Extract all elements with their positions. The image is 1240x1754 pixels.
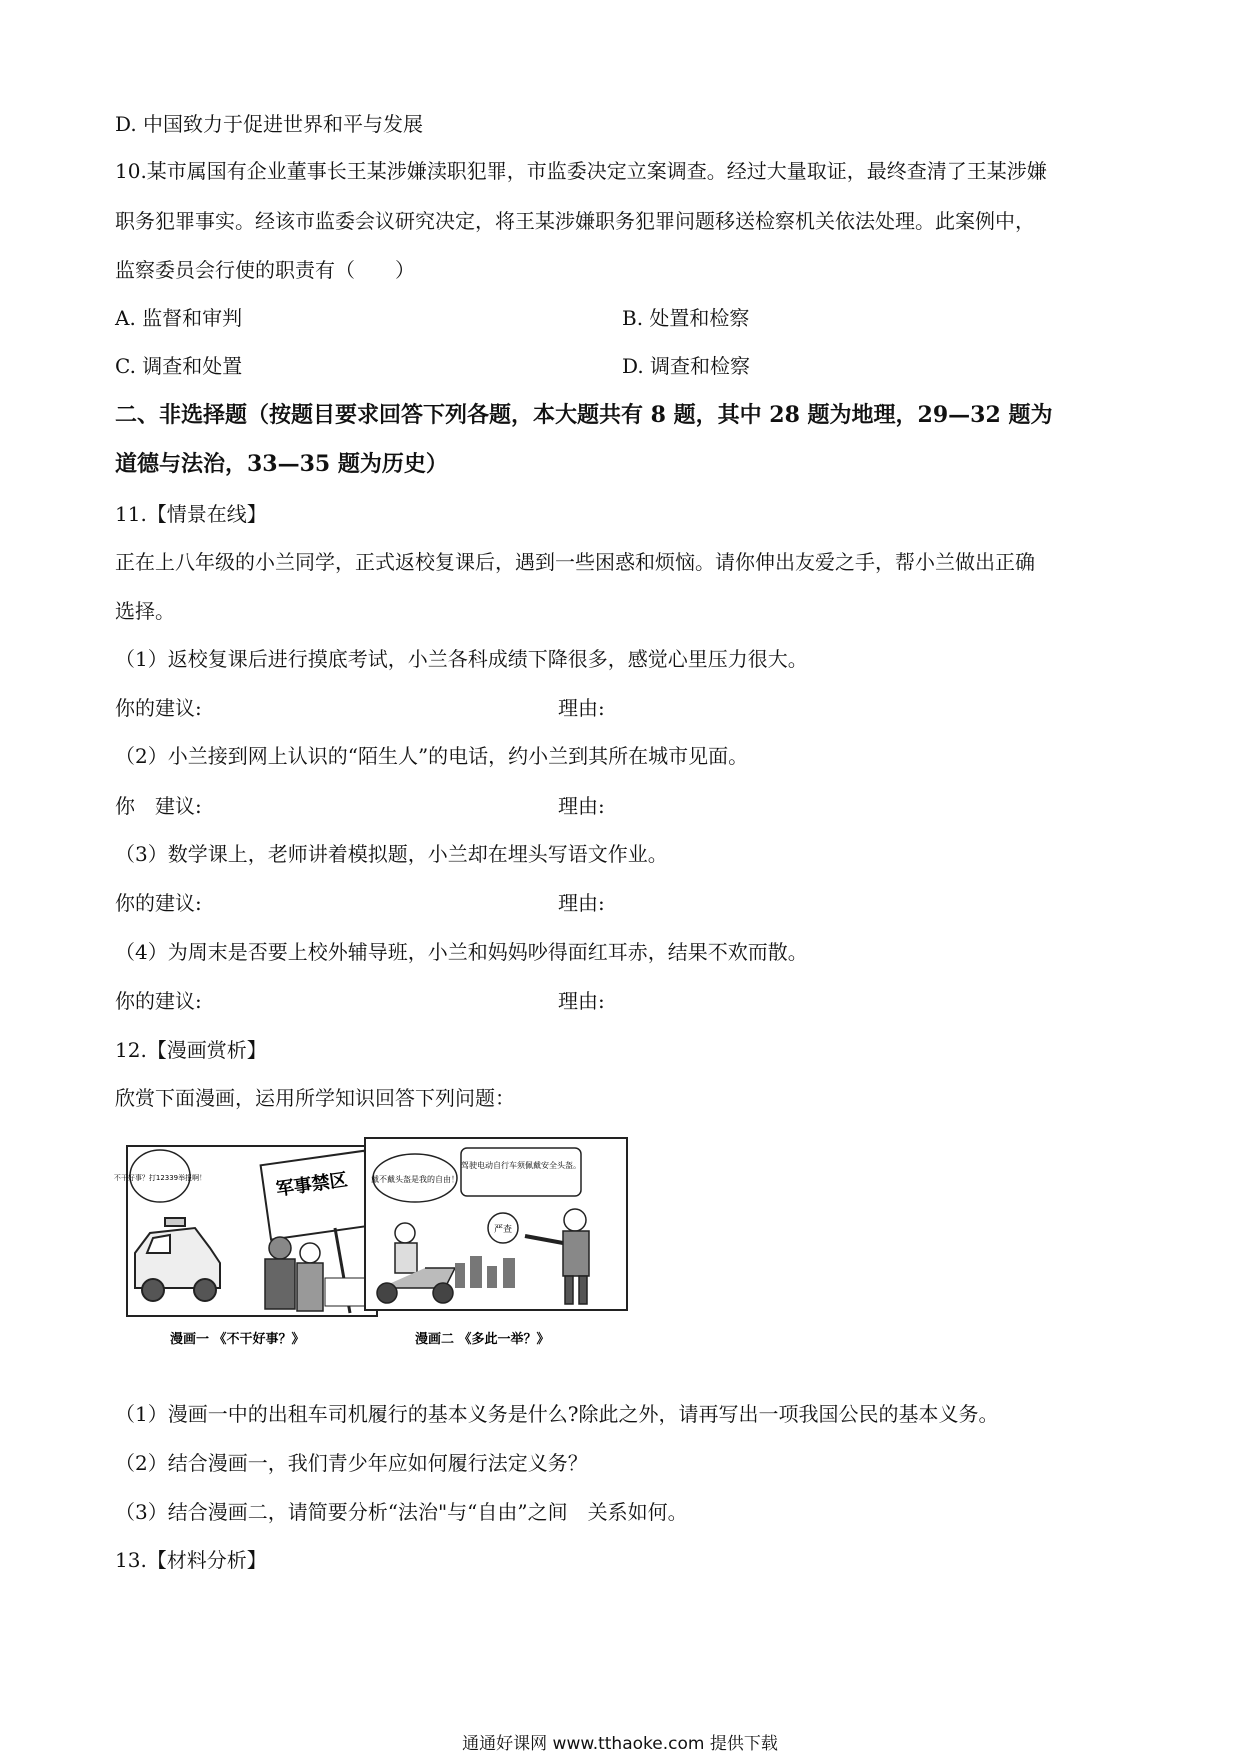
q11-scenario-3: （3）数学课上，老师讲着模拟题，小兰却在埋头写语文作业。 xyxy=(115,842,668,866)
q10-stem-line1: 10.某市属国有企业董事长王某涉嫌渎职犯罪，市监委决定立案调查。经过大量取证，最终查清了王某涉嫌 xyxy=(115,159,1047,183)
q11-intro-line2: 选择。 xyxy=(115,599,175,623)
q12-heading: 12.【漫画赏析】 xyxy=(115,1038,267,1062)
q11-scenario-4: （4）为周末是否要上校外辅导班，小兰和妈妈吵得面红耳赤，结果不欢而散。 xyxy=(115,940,808,964)
q11-reason-label: 理由: xyxy=(558,891,605,915)
q11-reason-label: 理由: xyxy=(558,989,605,1013)
q10-option-b: B. 处置和检察 xyxy=(622,306,750,330)
comic2-caption: 漫画二 《多此一举？》 xyxy=(415,1332,550,1347)
comics-illustration xyxy=(113,1138,690,1353)
q11-advice-label: 你 建议: xyxy=(115,794,202,818)
q12-part2: （2）结合漫画一，我们青少年应如何履行法定义务？ xyxy=(115,1451,588,1475)
section2-title-line2: 道德与法治，33—35 题为历史） xyxy=(115,451,448,477)
q11-scenario-1: （1）返校复课后进行摸底考试，小兰各科成绩下降很多，感觉心里压力很大。 xyxy=(115,647,808,671)
q12-part1: （1）漫画一中的出租车司机履行的基本义务是什么?除此之外，请再写出一项我国公民的基本义务。 xyxy=(115,1402,999,1426)
q13-heading: 13.【材料分析】 xyxy=(115,1548,267,1572)
q11-scenario-2: （2）小兰接到网上认识的“陌生人”的电话，约小兰到其所在城市见面。 xyxy=(115,744,749,768)
q12-part3: （3）结合漫画二，请简要分析“法治"与“自由”之间 关系如何。 xyxy=(115,1500,688,1524)
comic1-caption: 漫画一 《不干好事？》 xyxy=(170,1332,305,1347)
page-footer: 通通好课网 www.tthaoke.com 提供下载 xyxy=(462,1734,778,1754)
comic2-police-bubble: 驾驶电动自行车须佩戴安全头盔。 xyxy=(461,1161,581,1170)
q11-reason-label: 理由: xyxy=(558,696,605,720)
comic1-sign-text: 军事禁区 xyxy=(274,1169,349,1201)
q10-stem-line3: 监察委员会行使的职责有（ ） xyxy=(115,258,415,282)
comic2-rider-bubble: 戴不戴头盔是我的自由！ xyxy=(371,1175,459,1184)
q10-option-a: A. 监督和审判 xyxy=(115,306,243,330)
q11-advice-label: 你的建议: xyxy=(115,989,202,1013)
q11-heading: 11.【情景在线】 xyxy=(115,502,267,526)
q12-intro: 欣赏下面漫画，运用所学知识回答下列问题： xyxy=(115,1086,515,1110)
comic2-badge: 严查 xyxy=(493,1225,513,1235)
comic1-bubble: 不干好事？打12339举报啊！ xyxy=(113,1174,207,1182)
q10-option-c: C. 调查和处置 xyxy=(115,354,243,378)
q11-intro-line1: 正在上八年级的小兰同学，正式返校复课后，遇到一些困惑和烦恼。请你伸出友爱之手，帮小兰做出正确 xyxy=(115,550,1035,574)
q10-option-d: D. 调查和检察 xyxy=(622,354,751,378)
q10-stem-line2: 职务犯罪事实。经该市监委会议研究决定，将王某涉嫌职务犯罪问题移送检察机关依法处理。此案例中， xyxy=(115,209,1035,233)
section2-title-line1: 二、非选择题（按题目要求回答下列各题，本大题共有 8 题，其中 28 题为地理，29—32 题为 xyxy=(115,402,1053,428)
q11-advice-label: 你的建议: xyxy=(115,891,202,915)
q11-advice-label: 你的建议: xyxy=(115,696,202,720)
q9-option-d: D. 中国致力于促进世界和平与发展 xyxy=(115,112,424,136)
q11-reason-label: 理由: xyxy=(558,794,605,818)
